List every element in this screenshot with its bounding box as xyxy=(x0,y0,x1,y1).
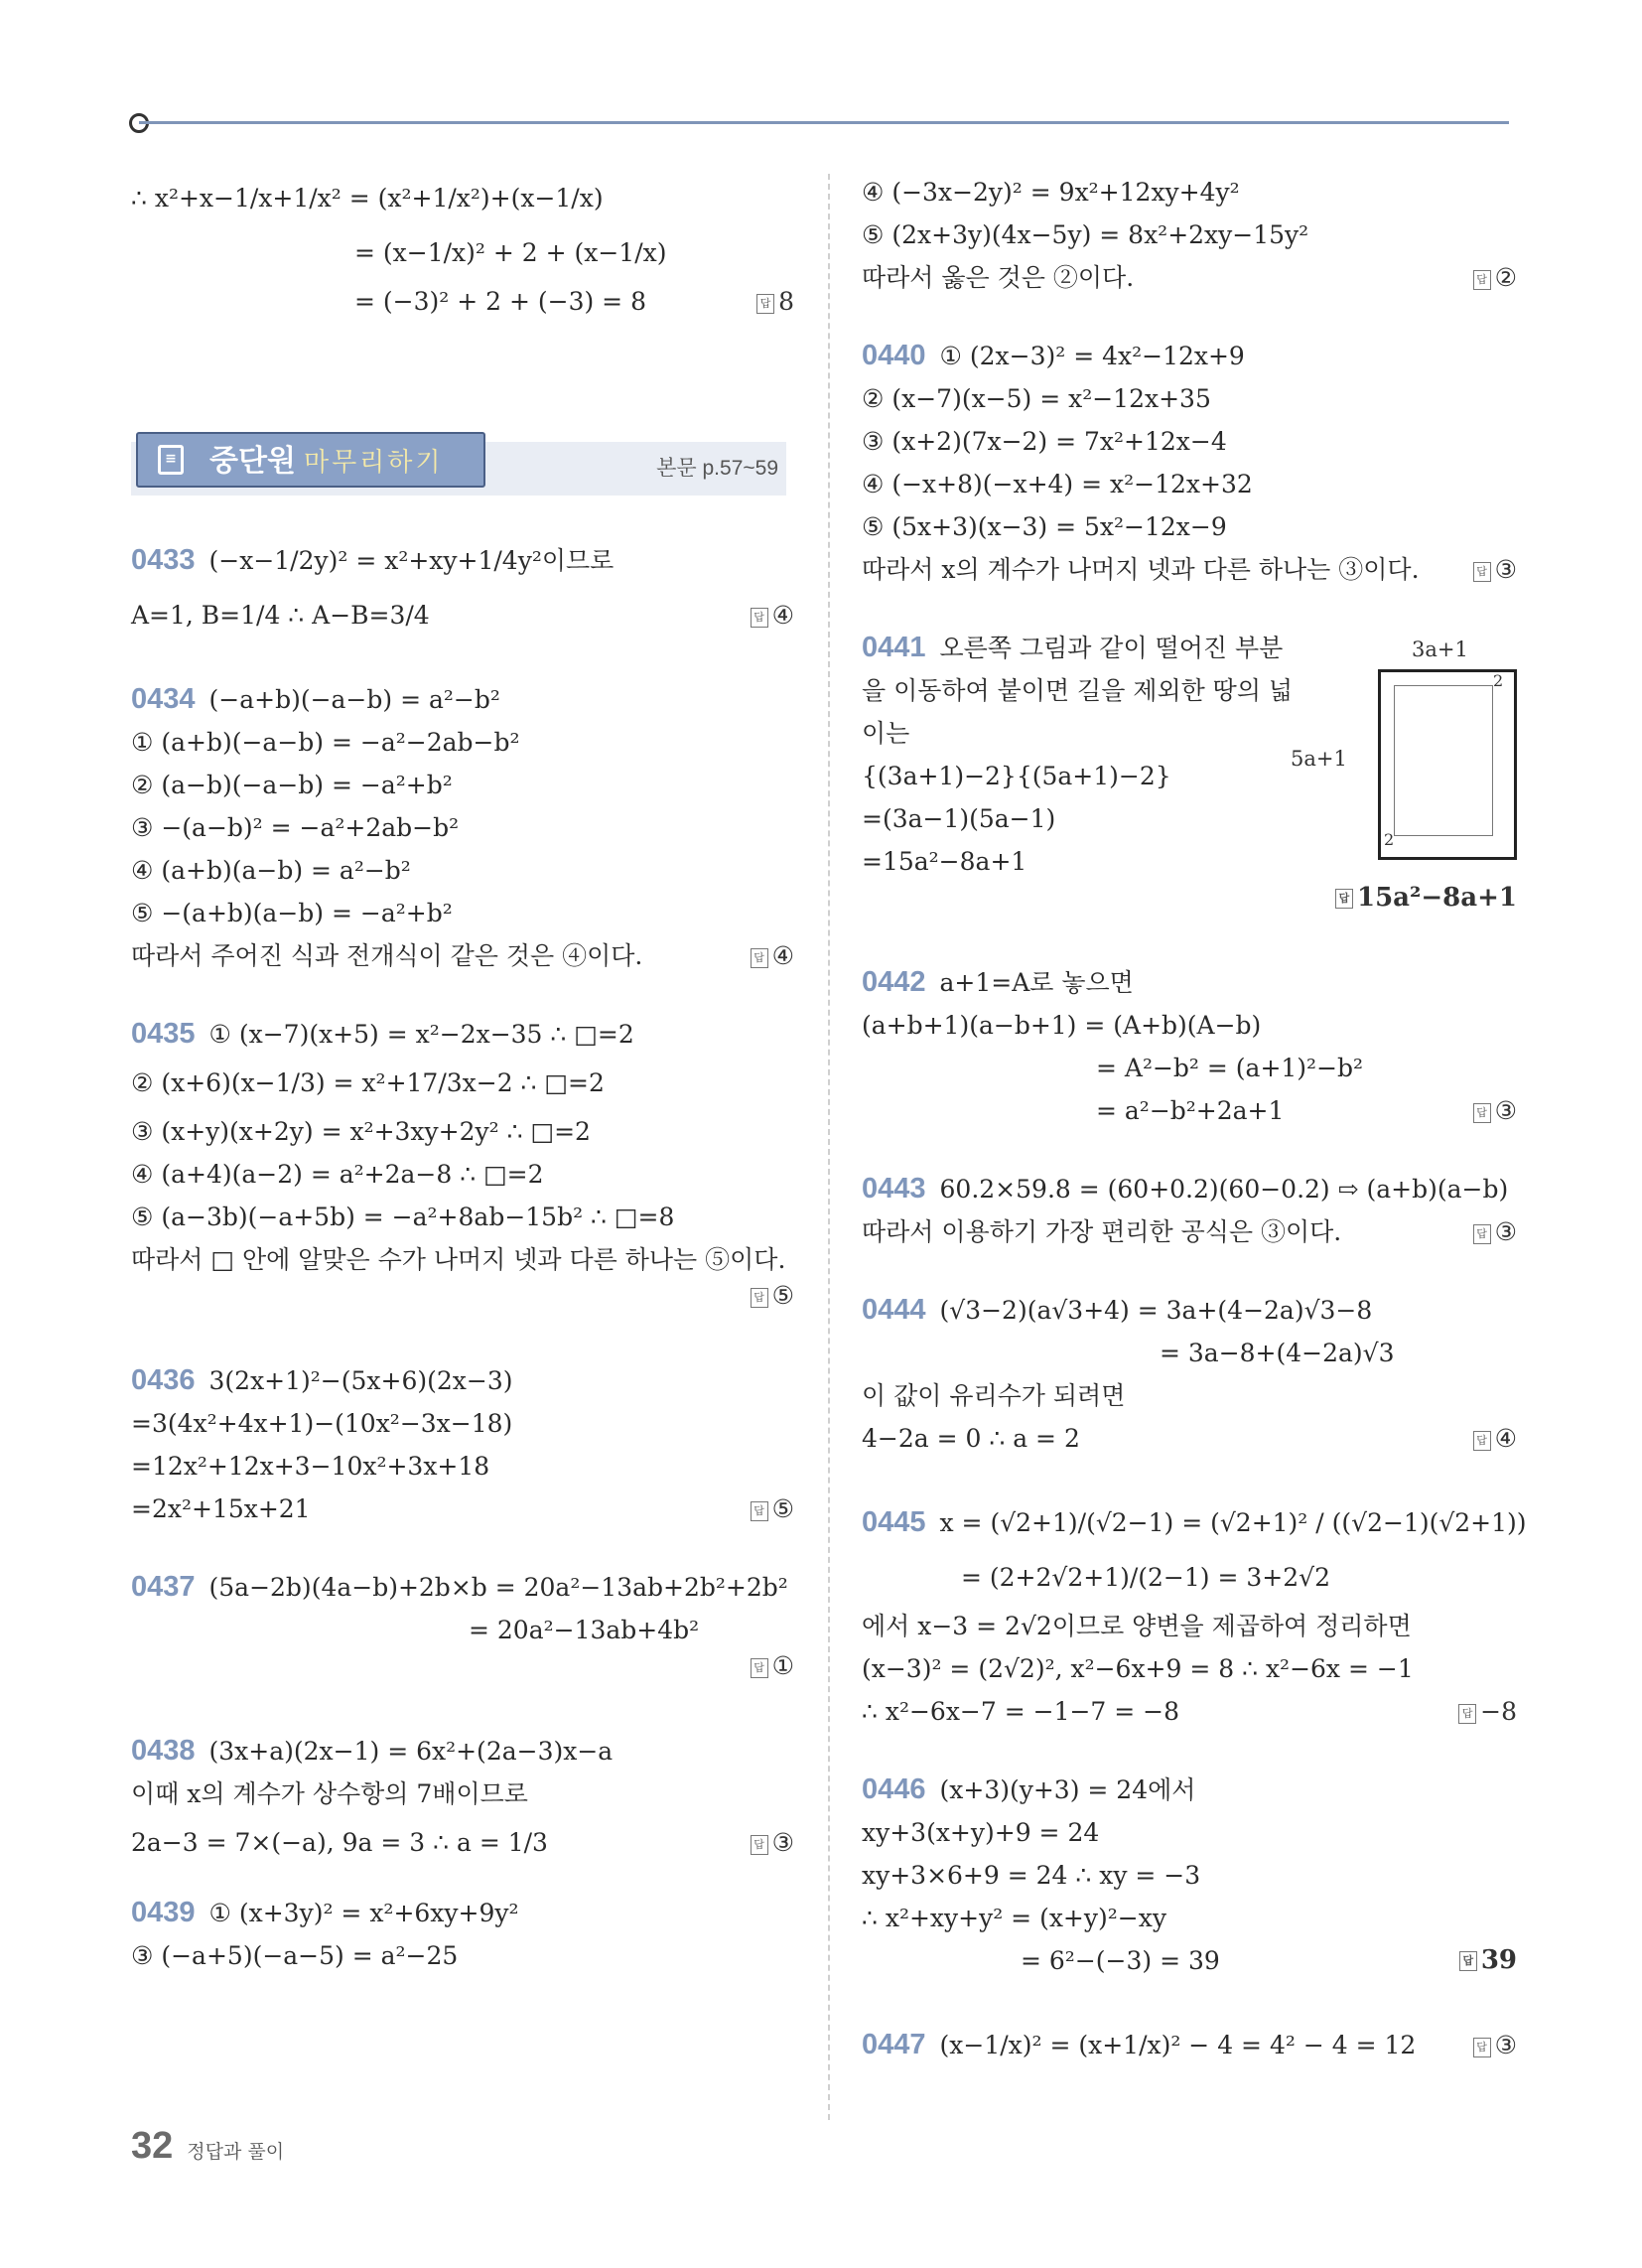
solution-text: ① (2x−3)² = 4x²−12x+9 xyxy=(939,342,1245,370)
solution-line: = 3a−8+(4−2a)√3 xyxy=(1160,1339,1395,1367)
solution-line: ② (a−b)(−a−b) = −a²+b² xyxy=(131,771,453,799)
answer xyxy=(1473,1210,1517,1253)
solution-line xyxy=(131,588,794,642)
solution-line xyxy=(862,1690,1517,1733)
solution-text: 4−2a = 0 ∴ a = 2 xyxy=(862,1424,1080,1453)
solution-line: ④ (−x+8)(−x+4) = x²−12x+32 xyxy=(862,470,1253,498)
solution-line: =3(4x²+4x+1)−(10x²−3x−18) xyxy=(131,1409,513,1438)
problem-number: 0436 xyxy=(131,1364,196,1396)
answer-mark-icon: 답 xyxy=(1335,889,1353,909)
solution-text: ① (x−7)(x+5) = x²−2x−35 ∴ □=2 xyxy=(208,1020,634,1049)
solution-line xyxy=(862,1210,1517,1253)
answer-row xyxy=(131,1281,794,1324)
answer-mark-icon: 답 xyxy=(756,294,774,314)
solution-line: ⑤ (2x+3y)(4x−5y) = 8x²+2xy−15y² xyxy=(862,220,1309,249)
problem-0442 xyxy=(862,961,1517,1004)
solution-line xyxy=(131,280,794,323)
answer-row xyxy=(131,1651,794,1694)
problem-number: 0447 xyxy=(862,2029,926,2060)
problem-number: 0446 xyxy=(862,1773,926,1805)
answer-value: ③ xyxy=(1494,555,1517,584)
solution-line: ⑤ (5x+3)(x−3) = 5x²−12x−9 xyxy=(862,512,1227,541)
solution-line xyxy=(131,1815,794,1870)
page-reference: 본문 p.57~59 xyxy=(656,457,778,480)
answer-mark-icon: 답 xyxy=(1473,562,1491,582)
solution-text: 2a−3 = 7×(−a), 9a = 3 ∴ a = 1/3 xyxy=(131,1828,548,1857)
answer xyxy=(1473,2018,1517,2072)
answer-mark-icon: 답 xyxy=(1459,1951,1477,1971)
solution-line xyxy=(131,934,794,977)
problem-0440 xyxy=(862,335,1517,377)
solution-line: 을 이동하여 붙이면 길을 제외한 땅의 넓 xyxy=(862,676,1294,705)
problem-0438 xyxy=(131,1730,794,1772)
answer xyxy=(1473,1417,1517,1460)
solution-text: 따라서 옳은 것은 ②이다. xyxy=(862,263,1135,292)
problem-0443 xyxy=(862,1168,1517,1210)
solution-line xyxy=(862,1939,1517,1982)
solution-line: ⑤ −(a+b)(a−b) = −a²+b² xyxy=(131,899,453,927)
answer xyxy=(751,1281,794,1310)
solution-text: = (−3)² + 2 + (−3) = 8 xyxy=(354,287,646,316)
answer-value: ④ xyxy=(771,601,794,630)
answer-mark-icon: 답 xyxy=(1473,1103,1491,1123)
problem-0444 xyxy=(862,1289,1517,1332)
figure-label-top: 3a+1 xyxy=(1412,638,1468,661)
answer-mark-icon: 답 xyxy=(751,1658,768,1678)
solution-text: = a²−b²+2a+1 xyxy=(1096,1096,1285,1125)
solution-line: 이때 x의 계수가 상수항의 7배이므로 xyxy=(131,1779,528,1808)
solution-line: =(3a−1)(5a−1) xyxy=(862,804,1056,833)
solution-text: (x+3)(y+3) = 24에서 xyxy=(939,1775,1196,1804)
solution-line xyxy=(862,548,1517,591)
solution-line: ④ (a+4)(a−2) = a²+2a−8 ∴ □=2 xyxy=(131,1160,544,1189)
page-footer xyxy=(131,2125,284,2168)
answer-mark-icon: 답 xyxy=(751,1501,768,1521)
solution-line: xy+3×6+9 = 24 ∴ xy = −3 xyxy=(862,1861,1201,1890)
solution-text: 따라서 주어진 식과 전개식이 같은 것은 ④이다. xyxy=(131,941,643,970)
solution-text: =2x²+15x+21 xyxy=(131,1494,311,1523)
answer xyxy=(1473,256,1517,299)
solution-text: A=1, B=1/4 ∴ A−B=3/4 xyxy=(131,601,430,630)
problem-number: 0435 xyxy=(131,1018,196,1050)
left-column xyxy=(131,171,794,1977)
answer-mark-icon: 답 xyxy=(1473,1431,1491,1451)
solution-line: = (x−1/x)² + 2 + (x−1/x) xyxy=(354,238,667,267)
solution-text: 따라서 이용하기 가장 편리한 공식은 ③이다. xyxy=(862,1217,1342,1246)
section-header xyxy=(131,432,794,497)
solution-line xyxy=(862,1089,1517,1132)
solution-line xyxy=(131,1488,794,1530)
answer-value: ④ xyxy=(1494,1424,1517,1453)
answer-mark-icon: 답 xyxy=(1473,2038,1491,2057)
answer-mark-icon: 답 xyxy=(751,948,768,968)
solution-line: ④ (−3x−2y)² = 9x²+12xy+4y² xyxy=(862,178,1240,207)
footer-label: 정답과 풀이 xyxy=(187,2141,285,2163)
solution-line xyxy=(862,1417,1517,1460)
solution-line: ③ (−a+5)(−a−5) = a²−25 xyxy=(131,1941,459,1970)
problem-0433 xyxy=(131,533,794,588)
solution-line: = (2+2√2+1)/(2−1) = 3+2√2 xyxy=(961,1563,1330,1592)
solution-line: 에서 x−3 = 2√2이므로 양변을 제곱하여 정리하면 xyxy=(862,1612,1412,1640)
column-divider xyxy=(828,174,830,2120)
solution-line: ④ (a+b)(a−b) = a²−b² xyxy=(131,856,411,885)
answer xyxy=(756,280,794,323)
problem-number: 0441 xyxy=(862,632,926,663)
solution-text: = 6²−(−3) = 39 xyxy=(1021,1946,1220,1975)
figure-label-side: 5a+1 xyxy=(1291,747,1347,771)
problem-number: 0437 xyxy=(131,1571,196,1603)
problem-number: 0442 xyxy=(862,966,926,998)
solution-text: 60.2×59.8 = (60+0.2)(60−0.2) ⇨ (a+b)(a−b) xyxy=(939,1175,1509,1204)
solution-text: (3x+a)(2x−1) = 6x²+(2a−3)x−a xyxy=(208,1737,614,1766)
answer-mark-icon: 답 xyxy=(751,608,768,628)
answer-value: ③ xyxy=(1494,2031,1517,2059)
problem-0439 xyxy=(131,1892,794,1934)
section-title-box xyxy=(136,432,485,488)
solution-text: (x−1/x)² = (x+1/x)² − 4 = 4² − 4 = 12 xyxy=(939,2031,1417,2059)
solution-text: 따라서 x의 계수가 나머지 넷과 다른 하나는 ③이다. xyxy=(862,555,1420,584)
solution-text: 오른쪽 그림과 같이 떨어진 부분 xyxy=(939,634,1284,662)
solution-text: ① (x+3y)² = x²+6xy+9y² xyxy=(208,1899,519,1927)
solution-line: ⑤ (a−3b)(−a+5b) = −a²+8ab−15b² ∴ □=8 xyxy=(131,1203,675,1231)
answer-value: ④ xyxy=(771,941,794,970)
problem-number: 0438 xyxy=(131,1735,196,1767)
solution-line: ∴ x²+xy+y² = (x+y)²−xy xyxy=(862,1904,1166,1932)
solution-line: ② (x+6)(x−1/3) = x²+17/3x−2 ∴ □=2 xyxy=(131,1068,605,1097)
solution-line: (x−3)² = (2√2)², x²−6x+9 = 8 ∴ x²−6x = −1 xyxy=(862,1654,1414,1683)
solution-text: ∴ x²−6x−7 = −1−7 = −8 xyxy=(862,1697,1180,1726)
problem-number: 0444 xyxy=(862,1294,926,1326)
problem-number: 0439 xyxy=(131,1897,196,1928)
answer-value: −8 xyxy=(1480,1697,1517,1726)
solution-line: =12x²+12x+3−10x²+3x+18 xyxy=(131,1452,490,1481)
solution-line: ③ (x+2)(7x−2) = 7x²+12x−4 xyxy=(862,427,1227,456)
figure-label-corner-bottom: 2 xyxy=(1384,830,1395,849)
problem-0447 xyxy=(862,2018,1517,2072)
answer-mark-icon: 답 xyxy=(751,1835,768,1855)
problem-0436 xyxy=(131,1359,794,1402)
solution-line: = 20a²−13ab+4b² xyxy=(469,1616,700,1644)
answer xyxy=(1473,1089,1517,1132)
problem-0435 xyxy=(131,1013,794,1056)
solution-text: (−x−1/2y)² = x²+xy+1/4y²이므로 xyxy=(208,546,615,575)
problem-number: 0443 xyxy=(862,1173,926,1205)
answer xyxy=(1458,1690,1517,1733)
solution-line: ② (x−7)(x−5) = x²−12x+35 xyxy=(862,384,1211,413)
section-title: 중단원 xyxy=(209,444,296,479)
solution-line: = A²−b² = (a+1)²−b² xyxy=(1096,1054,1364,1082)
problem-0446 xyxy=(862,1769,1517,1811)
answer-value: ③ xyxy=(1494,1096,1517,1125)
answer xyxy=(751,1651,794,1680)
solution-line: xy+3(x+y)+9 = 24 xyxy=(862,1818,1100,1847)
problem-number: 0440 xyxy=(862,340,926,371)
solution-line: =15a²−8a+1 xyxy=(862,847,1027,876)
solution-text: x = (√2+1)/(√2−1) = (√2+1)² / ((√2−1)(√2+1)) xyxy=(939,1508,1527,1537)
road-land-figure xyxy=(1291,636,1517,864)
header-rule xyxy=(139,121,1509,124)
answer-mark-icon: 답 xyxy=(1473,270,1491,290)
answer xyxy=(1459,1939,1517,1982)
answer-row xyxy=(862,883,1517,925)
answer-mark-icon: 답 xyxy=(1473,1224,1491,1244)
solution-line: 이는 xyxy=(862,719,910,748)
solution-line: ③ −(a−b)² = −a²+2ab−b² xyxy=(131,813,460,842)
problem-number: 0434 xyxy=(131,683,196,715)
answer-mark-icon: 답 xyxy=(1458,1704,1476,1724)
answer xyxy=(751,1488,794,1530)
answer-value: ⑤ xyxy=(771,1281,794,1310)
answer xyxy=(751,1815,794,1870)
problem-0445 xyxy=(862,1495,1527,1550)
answer-value: 8 xyxy=(778,287,794,316)
problem-0434 xyxy=(131,678,794,721)
solution-text: a+1=A로 놓으면 xyxy=(939,968,1134,997)
answer-value: ② xyxy=(1494,263,1517,292)
solution-text: (√3−2)(a√3+4) = 3a+(4−2a)√3−8 xyxy=(939,1296,1373,1325)
solution-text: (−a+b)(−a−b) = a²−b² xyxy=(208,685,500,714)
answer-value: 15a²−8a+1 xyxy=(1356,883,1517,913)
solution-text: (5a−2b)(4a−b)+2b×b = 20a²−13ab+2b²+2b² xyxy=(208,1573,788,1602)
solution-line: ③ (x+y)(x+2y) = x²+3xy+2y² ∴ □=2 xyxy=(131,1117,591,1146)
problem-number: 0445 xyxy=(862,1506,926,1538)
solution-line xyxy=(862,256,1517,299)
notebook-icon: ≡ xyxy=(158,445,184,475)
section-subtitle: 마무리하기 xyxy=(303,448,444,478)
solution-line: 이 값이 유리수가 되려면 xyxy=(862,1381,1126,1410)
solution-text: 3(2x+1)²−(5x+6)(2x−3) xyxy=(208,1366,513,1395)
answer-value: ③ xyxy=(1494,1217,1517,1246)
answer xyxy=(1335,883,1517,913)
answer-value: ⑤ xyxy=(771,1494,794,1523)
answer-value: 39 xyxy=(1480,1945,1517,1975)
problem-0437 xyxy=(131,1566,794,1609)
problem-number: 0433 xyxy=(131,544,196,576)
right-column xyxy=(862,171,1527,2072)
answer-value: ③ xyxy=(771,1828,794,1857)
solution-line: 따라서 □ 안에 알맞은 수가 나머지 넷과 다른 하나는 ⑤이다. xyxy=(131,1245,786,1274)
answer xyxy=(751,934,794,977)
answer-mark-icon: 답 xyxy=(751,1288,768,1308)
solution-line: ① (a+b)(−a−b) = −a²−2ab−b² xyxy=(131,728,520,757)
solution-line: ∴ x²+x−1/x+1/x² = (x²+1/x²)+(x−1/x) xyxy=(131,184,604,213)
answer xyxy=(751,588,794,642)
inner-rectangle xyxy=(1394,685,1493,836)
solution-line: {(3a+1)−2}{(5a+1)−2} xyxy=(862,762,1171,790)
answer xyxy=(1473,548,1517,591)
page-number: 32 xyxy=(131,2125,174,2167)
figure-label-corner-top: 2 xyxy=(1493,671,1504,690)
solution-line: (a+b+1)(a−b+1) = (A+b)(A−b) xyxy=(862,1011,1262,1040)
answer-value: ① xyxy=(771,1651,794,1680)
